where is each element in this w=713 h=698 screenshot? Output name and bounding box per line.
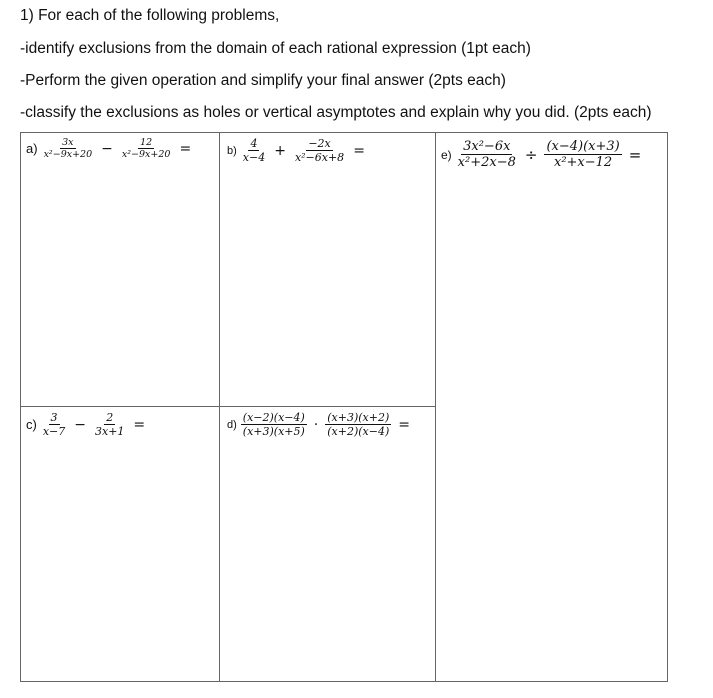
problem-c-equals: = — [133, 416, 146, 433]
problem-b-fraction-2 — [293, 137, 346, 164]
problem-c-fraction-2 — [93, 411, 126, 438]
problem-e-numerator-1: 3x²−6x — [463, 139, 511, 154]
problem-c-numerator-1: 3 — [50, 411, 58, 424]
problem-c-denominator-2: 3x+1 — [95, 425, 125, 438]
grid-divider-row — [21, 406, 435, 407]
problem-a-denominator-2: x²−9x+20 — [121, 149, 171, 160]
problem-b-equals: = — [353, 142, 365, 159]
grid-divider-2 — [435, 133, 436, 681]
problem-c — [26, 411, 150, 438]
problem-b-operator: + — [274, 142, 286, 159]
problem-d-numerator-2: (x+3)(x+2) — [327, 411, 390, 424]
problem-b-numerator-1: 4 — [250, 137, 258, 150]
problem-d-numerator-1: (x−2)(x−4) — [242, 411, 305, 424]
problem-e-label: e) — [441, 147, 452, 162]
problem-a-operator: − — [101, 140, 113, 157]
problem-b — [227, 137, 370, 164]
instruction-line-1: 1) For each of the following problems, — [20, 7, 280, 24]
problem-d-fraction-1 — [241, 411, 307, 438]
problem-d-operator: · — [313, 416, 319, 433]
problem-grid — [20, 132, 668, 682]
problem-a-fraction-1 — [42, 137, 95, 160]
problem-d — [227, 411, 415, 438]
problem-e-operator: ÷ — [524, 145, 538, 164]
instruction-line-4: -classify the exclusions as holes or vertical asymptotes and explain why you did. (2pts each) — [20, 104, 652, 121]
problem-b-denominator-2: x²−6x+8 — [294, 151, 345, 164]
problem-d-denominator-1: (x+3)(x+5) — [242, 425, 305, 438]
problem-d-denominator-2: (x+2)(x−4) — [327, 425, 390, 438]
problem-c-operator: − — [74, 416, 86, 433]
problem-c-denominator-1: x−7 — [42, 425, 66, 438]
problem-e-numerator-2: (x−4)(x+3) — [546, 139, 620, 154]
problem-c-label: c) — [26, 417, 37, 432]
problem-a — [26, 137, 196, 160]
problem-b-label: b) — [227, 144, 237, 157]
problem-d-fraction-2 — [325, 411, 391, 438]
problem-d-equals: = — [398, 416, 410, 433]
problem-e-fraction-2 — [544, 139, 621, 170]
problem-a-numerator-2: 12 — [140, 137, 153, 148]
problem-e-denominator-2: x²+x−12 — [553, 155, 613, 170]
problem-a-numerator-1: 3x — [62, 137, 74, 148]
problem-c-fraction-1 — [41, 411, 67, 438]
problem-b-denominator-1: x−4 — [242, 151, 266, 164]
instruction-line-2: -identify exclusions from the domain of each rational expression (1pt each) — [20, 40, 531, 57]
problem-a-equals: = — [179, 140, 192, 157]
problem-e-equals: = — [628, 145, 642, 164]
problem-b-numerator-2: −2x — [308, 137, 331, 150]
problem-a-fraction-2 — [120, 137, 173, 160]
problem-a-label: a) — [26, 141, 38, 156]
problem-e-fraction-1 — [456, 139, 518, 170]
problem-b-fraction-1 — [241, 137, 267, 164]
grid-divider-1 — [219, 133, 220, 681]
problem-c-numerator-2: 2 — [106, 411, 114, 424]
problem-d-label: d) — [227, 418, 237, 431]
problem-a-denominator-1: x²−9x+20 — [43, 149, 93, 160]
instruction-line-3: -Perform the given operation and simplify your final answer (2pts each) — [20, 72, 506, 89]
problem-e — [441, 139, 646, 170]
problem-e-denominator-1: x²+2x−8 — [457, 155, 516, 170]
